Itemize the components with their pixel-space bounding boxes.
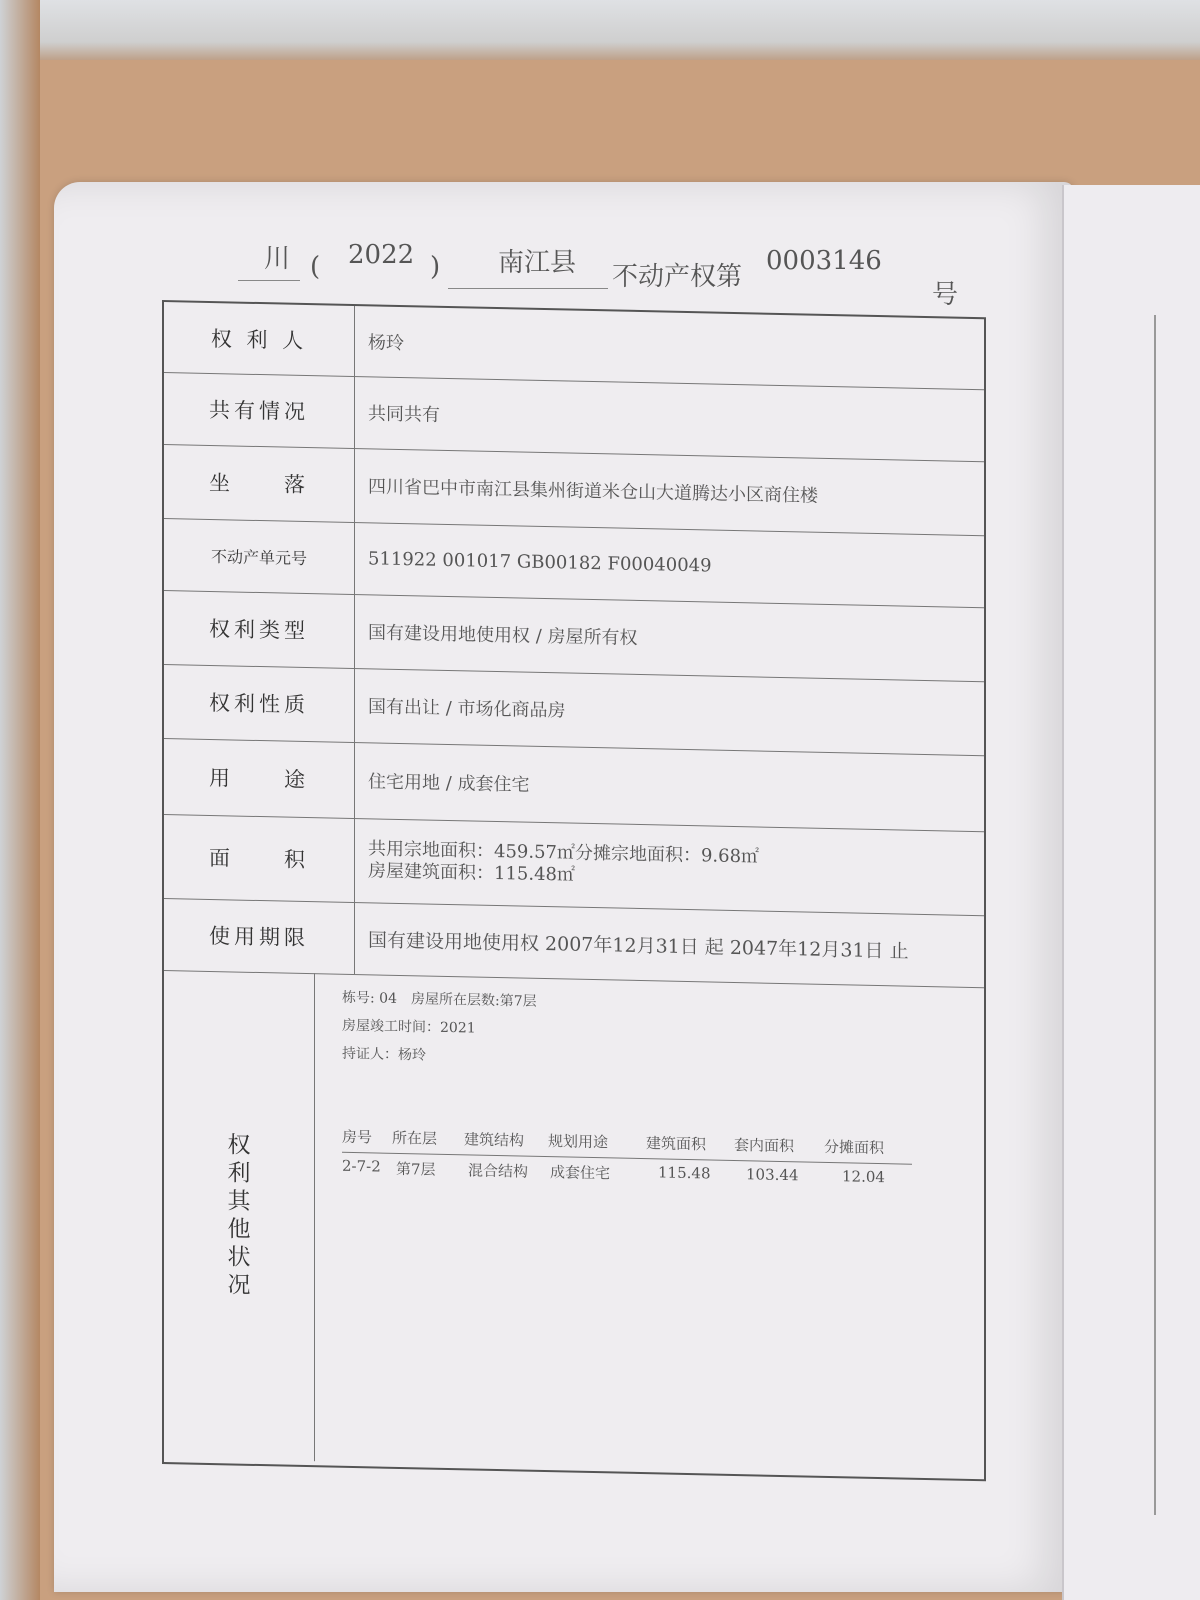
header-underline [448,288,608,289]
row-value: 共同共有 [368,403,440,426]
area-line: 共用宗地面积：459.57㎡分摊宗地面积：9.68㎡ [368,838,760,868]
room-col-header: 房号 [342,1127,373,1147]
row-label: 面 积 [164,814,355,902]
room-table [342,1126,912,1195]
header-county: 南江县 [498,248,577,278]
row-label-other [164,970,315,1461]
table-row-other [164,970,984,1475]
row-label: 权利性质 [164,664,355,742]
row-value: 杨玲 [368,332,404,355]
property-table [162,300,986,1481]
header-year: 2022 [348,240,415,270]
room-cell: 成套住宅 [550,1163,611,1183]
header-province: 川 [264,244,291,274]
row-value: 511922 001017 GB00182 F00040049 [368,547,712,577]
label-char: 其 [227,1188,251,1215]
label-char: 状 [227,1244,251,1271]
room-col-header: 所在层 [392,1128,438,1148]
header-underline [238,280,300,281]
header-paren-close: ) [430,252,441,282]
room-col-header: 建筑面积 [646,1134,707,1154]
row-value: 住宅用地 / 成套住宅 [368,771,530,796]
header-cert-number: 0003146 [766,246,882,276]
label-char: 他 [227,1216,251,1243]
room-col-header: 分摊面积 [824,1137,885,1158]
label-char: 利 [227,1160,251,1187]
row-label: 用 途 [164,738,355,818]
row-label: 共有情况 [164,372,355,448]
label-char: 况 [227,1272,251,1299]
header-cert-text: 不动产权第 [612,262,743,292]
room-cell: 12.04 [842,1167,885,1187]
header-suffix: 号 [932,280,959,310]
row-value: 国有建设用地使用权 / 房屋所有权 [368,622,638,649]
facing-page-frame-line [1154,315,1156,1515]
area-line: 房屋建筑面积：115.48㎡ [368,860,575,886]
room-col-header: 建筑结构 [464,1130,525,1150]
room-cell: 2-7-2 [342,1156,381,1176]
note-line: 栋号: 04 房屋所在层数:第7层 [342,989,537,1010]
other-notes [342,984,537,1072]
row-value: 四川省巴中市南江县集州街道米仓山大道腾达小区商住楼 [368,476,818,507]
header-paren-open: ( [310,252,321,282]
room-cell: 103.44 [746,1165,799,1185]
background-left [0,0,40,1600]
room-cell: 115.48 [658,1163,711,1183]
row-value [354,818,759,910]
label-char: 权 [227,1132,251,1159]
row-label: 坐 落 [164,444,355,522]
row-label: 权利类型 [164,590,355,668]
note-line: 房屋竣工时间：2021 [342,1017,476,1037]
row-label: 不动产单元号 [164,518,355,594]
room-cell: 第7层 [396,1159,436,1179]
row-value: 国有出让 / 市场化商品房 [368,696,566,722]
certificate-header [238,228,998,310]
row-label: 使用期限 [164,898,355,974]
note-line: 持证人：杨玲 [342,1045,426,1064]
row-label: 权 利 人 [164,302,355,376]
room-col-header: 规划用途 [548,1132,609,1152]
room-col-header: 套内面积 [734,1135,795,1156]
row-value: 国有建设用地使用权 2007年12月31日 起 2047年12月31日 止 [368,928,909,963]
room-cell: 混合结构 [468,1161,529,1181]
facing-page [1062,185,1200,1600]
